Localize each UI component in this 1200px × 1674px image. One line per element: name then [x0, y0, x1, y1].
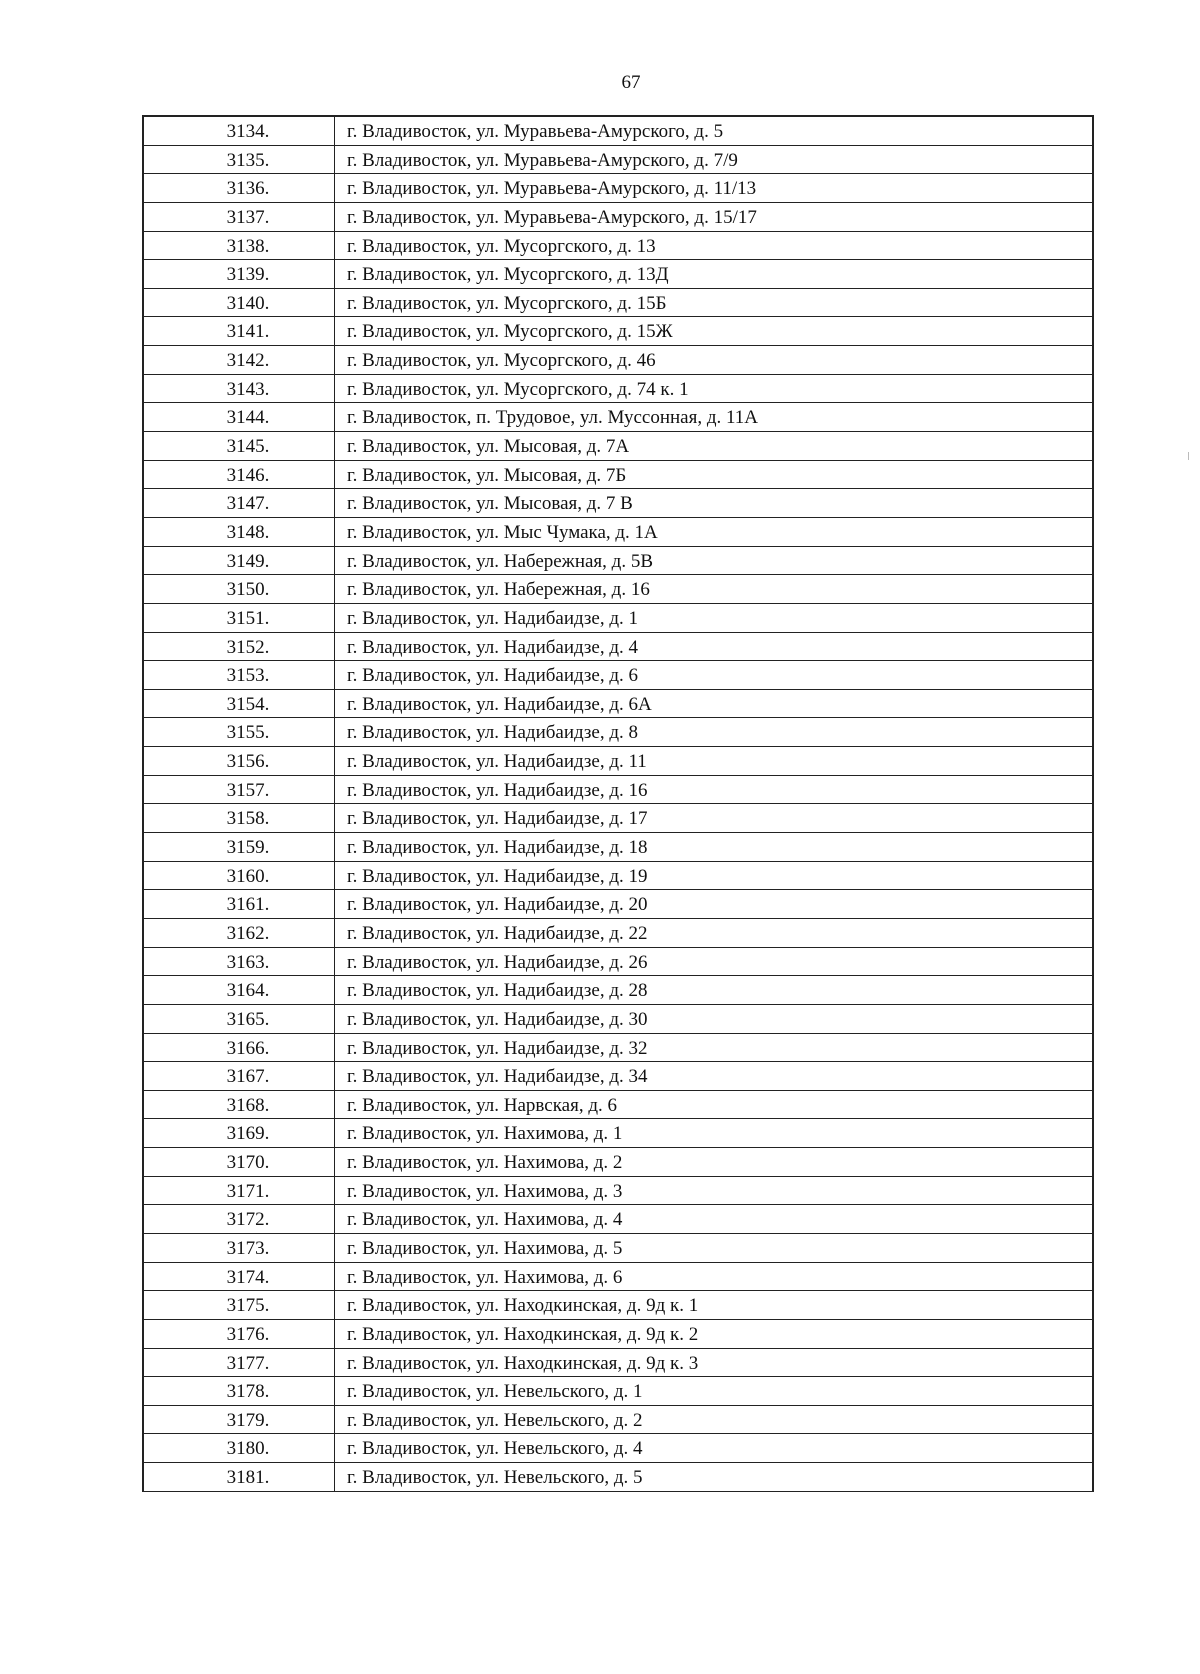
- row-number: 3137.: [144, 203, 335, 231]
- table-row: [144, 432, 1092, 461]
- row-address: г. Владивосток, ул. Нахимова, д. 6: [347, 1266, 623, 1288]
- row-number: 3152.: [144, 633, 335, 661]
- table-row: [144, 1377, 1092, 1406]
- table-row: [144, 804, 1092, 833]
- table-row: [144, 1349, 1092, 1378]
- row-number: 3145.: [144, 432, 335, 460]
- table-row: [144, 1205, 1092, 1234]
- table-row: [144, 260, 1092, 289]
- table-row: [144, 1148, 1092, 1177]
- row-number: 3165.: [144, 1005, 335, 1033]
- row-number: 3172.: [144, 1205, 335, 1233]
- row-number: 3135.: [144, 146, 335, 174]
- table-row: [144, 1062, 1092, 1091]
- row-number: 3170.: [144, 1148, 335, 1176]
- row-address: г. Владивосток, ул. Муравьева-Амурского, д. 5: [347, 121, 724, 142]
- row-address: г. Владивосток, ул. Надибаидзе, д. 26: [347, 951, 648, 973]
- row-address: г. Владивосток, ул. Мусоргского, д. 15Ж: [347, 321, 673, 343]
- row-address: г. Владивосток, ул. Нахимова, д. 4: [347, 1209, 623, 1231]
- row-address: г. Владивосток, ул. Надибаидзе, д. 22: [347, 922, 648, 944]
- row-address: г. Владивосток, ул. Нахимова, д. 5: [347, 1237, 623, 1259]
- row-address: г. Владивосток, ул. Надибаидзе, д. 6А: [347, 693, 652, 715]
- table-row: [144, 1091, 1092, 1120]
- table-row: [144, 174, 1092, 203]
- table-row: [144, 747, 1092, 776]
- row-address: г. Владивосток, ул. Надибаидзе, д. 16: [347, 779, 648, 801]
- row-address: г. Владивосток, ул. Надибаидзе, д. 17: [347, 808, 648, 830]
- table-row: [144, 919, 1092, 948]
- row-address: г. Владивосток, ул. Муравьева-Амурского, д. 11/13: [347, 178, 757, 200]
- row-address: г. Владивосток, ул. Мысовая, д. 7 В: [347, 493, 633, 515]
- table-row: [144, 976, 1092, 1005]
- row-address: г. Владивосток, ул. Набережная, д. 5В: [347, 550, 653, 572]
- row-number: 3168.: [144, 1091, 335, 1119]
- row-number: 3178.: [144, 1377, 335, 1405]
- row-number: 3155.: [144, 718, 335, 746]
- row-number: 3166.: [144, 1034, 335, 1062]
- table-row: [144, 461, 1092, 490]
- table-row: [144, 1177, 1092, 1206]
- table-row: [144, 1320, 1092, 1349]
- table-row: [144, 890, 1092, 919]
- row-number: 3169.: [144, 1119, 335, 1147]
- table-row: [144, 633, 1092, 662]
- table-row: [144, 1034, 1092, 1063]
- row-number: 3176.: [144, 1320, 335, 1348]
- row-address: г. Владивосток, ул. Надибаидзе, д. 11: [347, 751, 647, 773]
- row-number: 3154.: [144, 690, 335, 718]
- row-address: г. Владивосток, ул. Мусоргского, д. 74 к. 1: [347, 378, 689, 400]
- row-address: г. Владивосток, ул. Надибаидзе, д. 18: [347, 837, 648, 859]
- table-row: [144, 690, 1092, 719]
- row-address: г. Владивосток, ул. Мусоргского, д. 46: [347, 350, 656, 372]
- row-address: г. Владивосток, ул. Невельского, д. 1: [347, 1381, 643, 1403]
- table-row: [144, 489, 1092, 518]
- row-number: 3144.: [144, 403, 335, 431]
- row-number: 3157.: [144, 776, 335, 804]
- table-row: [144, 518, 1092, 547]
- row-number: 3158.: [144, 804, 335, 832]
- page-number: 67: [621, 72, 641, 93]
- margin-mark: [1188, 452, 1189, 460]
- row-number: 3136.: [144, 174, 335, 202]
- table-row: [144, 1234, 1092, 1263]
- row-number: 3161.: [144, 890, 335, 918]
- table-row: [144, 661, 1092, 690]
- row-number: 3134.: [144, 117, 335, 145]
- row-address: г. Владивосток, ул. Мусоргского, д. 15Б: [347, 292, 667, 314]
- table-row: [144, 1263, 1092, 1292]
- row-address: г. Владивосток, ул. Муравьева-Амурского, д. 7/9: [347, 149, 738, 171]
- row-number: 3179.: [144, 1406, 335, 1434]
- row-number: 3175.: [144, 1291, 335, 1319]
- table-row: [144, 346, 1092, 375]
- row-address: г. Владивосток, ул. Надибаидзе, д. 28: [347, 980, 648, 1002]
- row-address: г. Владивосток, ул. Находкинская, д. 9д к. 2: [347, 1323, 699, 1345]
- row-address: г. Владивосток, ул. Надибаидзе, д. 19: [347, 865, 648, 887]
- table-row: [144, 776, 1092, 805]
- table-row: [144, 718, 1092, 747]
- row-address: г. Владивосток, ул. Надибаидзе, д. 34: [347, 1066, 648, 1088]
- row-address: г. Владивосток, ул. Надибаидзе, д. 30: [347, 1008, 648, 1030]
- row-number: 3153.: [144, 661, 335, 689]
- table-row: [144, 1406, 1092, 1435]
- row-number: 3164.: [144, 976, 335, 1004]
- row-address: г. Владивосток, ул. Надибаидзе, д. 1: [347, 607, 639, 629]
- row-address: г. Владивосток, ул. Невельского, д. 2: [347, 1409, 643, 1431]
- table-row: [144, 117, 1092, 146]
- address-table: [142, 115, 1094, 1492]
- table-row: [144, 289, 1092, 318]
- table-row: [144, 575, 1092, 604]
- row-address: г. Владивосток, ул. Нахимова, д. 3: [347, 1180, 623, 1202]
- row-number: 3149.: [144, 547, 335, 575]
- row-address: г. Владивосток, ул. Нахимова, д. 2: [347, 1152, 623, 1174]
- row-address: г. Владивосток, ул. Находкинская, д. 9д к. 3: [347, 1352, 699, 1374]
- row-number: 3167.: [144, 1062, 335, 1090]
- table-row: [144, 1005, 1092, 1034]
- row-address: г. Владивосток, ул. Мусоргского, д. 13: [347, 235, 656, 257]
- table-row: [144, 232, 1092, 261]
- row-number: 3146.: [144, 461, 335, 489]
- row-number: 3177.: [144, 1349, 335, 1377]
- row-number: 3181.: [144, 1463, 335, 1491]
- table-row: [144, 547, 1092, 576]
- row-address: г. Владивосток, ул. Невельского, д. 4: [347, 1438, 643, 1460]
- row-number: 3150.: [144, 575, 335, 603]
- table-row: [144, 1463, 1092, 1492]
- table-row: [144, 1119, 1092, 1148]
- row-number: 3173.: [144, 1234, 335, 1262]
- row-number: 3140.: [144, 289, 335, 317]
- table-row: [144, 1434, 1092, 1463]
- row-number: 3147.: [144, 489, 335, 517]
- row-address: г. Владивосток, ул. Мусоргского, д. 13Д: [347, 264, 669, 286]
- table-row: [144, 375, 1092, 404]
- row-number: 3156.: [144, 747, 335, 775]
- row-number: 3151.: [144, 604, 335, 632]
- row-address: г. Владивосток, ул. Находкинская, д. 9д к. 1: [347, 1295, 699, 1317]
- row-address: г. Владивосток, п. Трудовое, ул. Муссонная, д. 11А: [347, 407, 759, 429]
- row-number: 3138.: [144, 232, 335, 260]
- row-number: 3159.: [144, 833, 335, 861]
- row-number: 3160.: [144, 862, 335, 890]
- row-number: 3142.: [144, 346, 335, 374]
- row-address: г. Владивосток, ул. Мысовая, д. 7Б: [347, 464, 627, 486]
- row-number: 3180.: [144, 1434, 335, 1462]
- row-number: 3141.: [144, 317, 335, 345]
- table-row: [144, 604, 1092, 633]
- row-address: г. Владивосток, ул. Надибаидзе, д. 32: [347, 1037, 648, 1059]
- table-row: [144, 317, 1092, 346]
- row-address: г. Владивосток, ул. Невельского, д. 5: [347, 1467, 643, 1489]
- row-address: г. Владивосток, ул. Мыс Чумака, д. 1А: [347, 521, 658, 543]
- row-number: 3139.: [144, 260, 335, 288]
- row-address: г. Владивосток, ул. Мысовая, д. 7А: [347, 436, 630, 458]
- row-number: 3174.: [144, 1263, 335, 1291]
- row-address: г. Владивосток, ул. Надибаидзе, д. 6: [347, 665, 639, 687]
- row-address: г. Владивосток, ул. Муравьева-Амурского, д. 15/17: [347, 206, 757, 228]
- row-number: 3143.: [144, 375, 335, 403]
- row-number: 3148.: [144, 518, 335, 546]
- row-number: 3163.: [144, 948, 335, 976]
- row-address: г. Владивосток, ул. Надибаидзе, д. 4: [347, 636, 639, 658]
- row-number: 3171.: [144, 1177, 335, 1205]
- row-address: г. Владивосток, ул. Нахимова, д. 1: [347, 1123, 623, 1145]
- row-address: г. Владивосток, ул. Нарвская, д. 6: [347, 1094, 617, 1116]
- table-row: [144, 948, 1092, 977]
- table-row: [144, 1291, 1092, 1320]
- table-row: [144, 403, 1092, 432]
- row-number: 3162.: [144, 919, 335, 947]
- table-row: [144, 862, 1092, 891]
- row-address: г. Владивосток, ул. Надибаидзе, д. 8: [347, 722, 639, 744]
- row-address: г. Владивосток, ул. Надибаидзе, д. 20: [347, 894, 648, 916]
- table-row: [144, 833, 1092, 862]
- row-address: г. Владивосток, ул. Набережная, д. 16: [347, 579, 650, 601]
- table-row: [144, 203, 1092, 232]
- table-row: [144, 146, 1092, 175]
